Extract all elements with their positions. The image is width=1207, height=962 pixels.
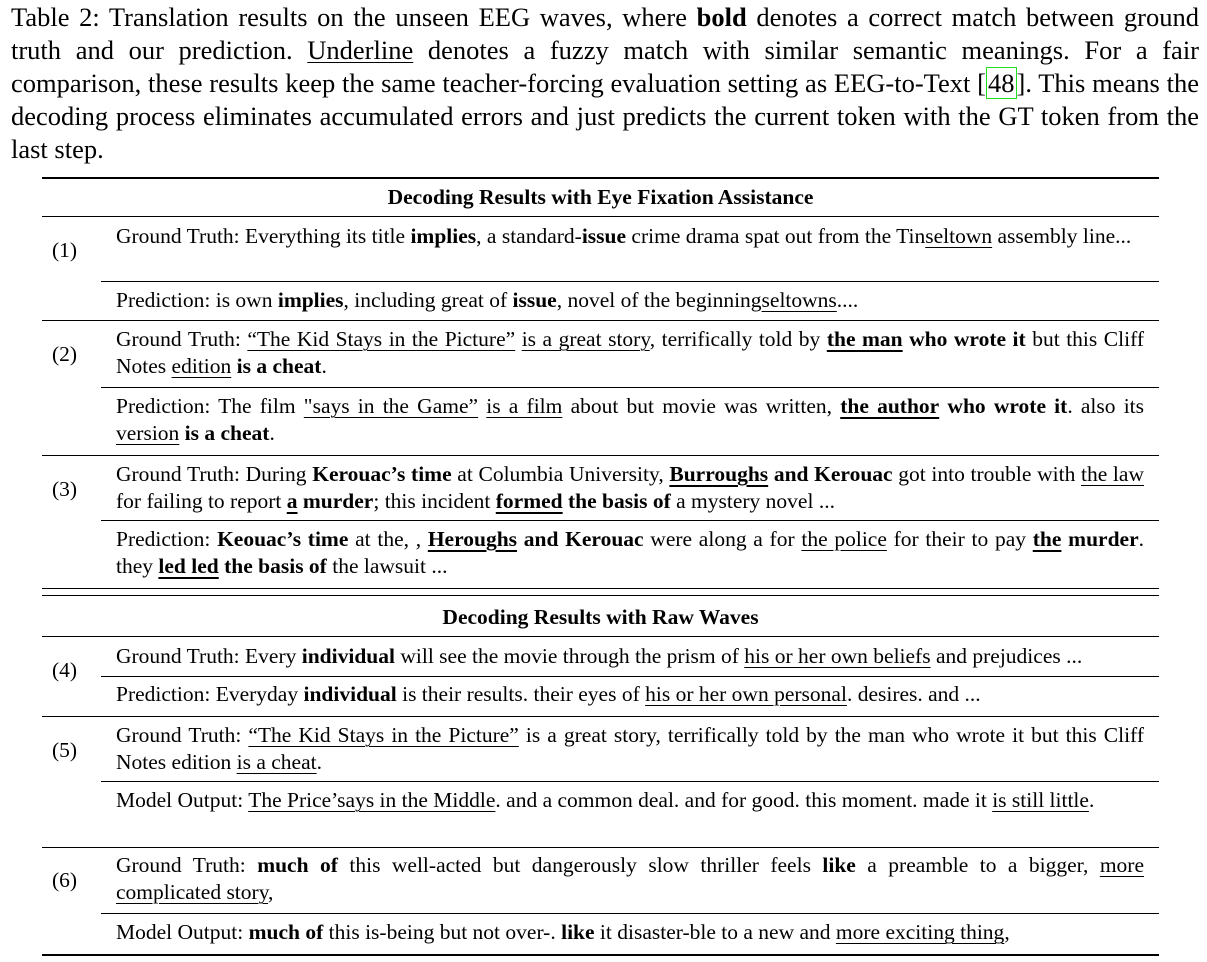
section-2-header-rule	[42, 636, 1159, 637]
underlined-text: is a cheat	[236, 750, 317, 774]
row-4-separator	[101, 676, 1159, 677]
table-top-rule	[42, 177, 1159, 179]
bold-underlined-text: the	[1032, 527, 1062, 551]
row-6-separator	[101, 913, 1159, 914]
row-id: (5)	[52, 738, 78, 762]
caption-underline-word: Underline	[307, 35, 414, 65]
text-run: were along a for	[643, 527, 802, 551]
row-id: (4)	[52, 658, 78, 682]
bold-text: murder	[1068, 527, 1139, 551]
text-run: at the, ,	[348, 527, 428, 551]
bold-text: the basis of	[568, 489, 671, 513]
prediction-cell	[116, 526, 1144, 580]
underlined-text: edition	[171, 354, 232, 378]
caption-label: Table 2:	[11, 2, 100, 32]
text-run: a mystery novel ...	[670, 489, 835, 513]
text-run: got into trouble with	[892, 462, 1081, 486]
text-run: . desires. and ...	[846, 682, 981, 706]
caption-bold-word: bold	[696, 2, 747, 32]
text-run: at Columbia University,	[451, 462, 670, 486]
text-run: Prediction: is own	[116, 288, 278, 312]
text-run: this well-acted but dangerously slow thriller feels	[337, 853, 823, 877]
row-1-end-rule	[42, 320, 1159, 321]
ground-truth-cell	[116, 223, 1144, 250]
underlined-text: version	[116, 421, 180, 445]
text-run: Ground Truth: Everything its title	[116, 224, 411, 248]
underlined-text: more complicated story	[116, 853, 1144, 904]
bold-underlined-text: Burroughs	[669, 462, 769, 486]
prediction-cell	[116, 287, 1144, 314]
text-run: .	[269, 421, 275, 445]
underlined-text: “The Kid Stays in the Picture”	[247, 327, 516, 351]
underlined-text: the law	[1081, 462, 1144, 486]
section-title: Decoding Results with Raw Waves	[442, 605, 759, 629]
text-run: ; this incident	[373, 489, 496, 513]
row-id: (2)	[52, 342, 78, 366]
bold-text: implies	[410, 224, 477, 248]
text-run: .	[321, 354, 327, 378]
text-run: for failing to report	[116, 489, 287, 513]
model-output-cell	[116, 787, 1144, 814]
text-run: Model Output:	[116, 920, 249, 944]
text-run: is a great story, terrifically told by the man who wrote it but this Cliff Notes edition	[116, 723, 1144, 774]
underlined-text: seltowns	[761, 288, 837, 312]
text-run: for their to pay	[886, 527, 1033, 551]
text-run: , novel of the beginning	[556, 288, 762, 312]
underlined-text: “The Kid Stays in the Picture”	[248, 723, 519, 747]
text-run: the lawsuit ...	[326, 554, 448, 578]
underlined-text: the police	[801, 527, 887, 551]
row-id: (1)	[52, 238, 78, 262]
bold-text: much of	[248, 920, 324, 944]
text-run: . and a common deal. and for good. this moment. made it	[495, 788, 993, 812]
bold-underlined-text: a	[286, 489, 298, 513]
text-run: crime drama spat out from the Tin	[626, 224, 926, 248]
text-run: . they	[116, 527, 1144, 578]
text-run: Prediction:	[116, 527, 218, 551]
bold-text: much of	[257, 853, 338, 877]
bold-text: who wrote it	[909, 327, 1026, 351]
text-run: Ground Truth: Every	[116, 644, 302, 668]
bold-text: is a cheat	[236, 354, 322, 378]
text-run: . also its	[1067, 394, 1145, 418]
text-run: .	[316, 750, 322, 774]
text-run: a preamble to a bigger,	[855, 853, 1100, 877]
bold-text: and Kerouac	[523, 527, 644, 551]
bold-underlined-text: led led	[158, 554, 219, 578]
section-1-end-rule-a	[42, 588, 1159, 589]
bold-text: issue	[581, 224, 627, 248]
prediction-cell	[116, 393, 1144, 447]
text-run: Prediction: The film	[116, 394, 304, 418]
text-run	[517, 527, 524, 551]
bold-underlined-text: Heroughs	[427, 527, 518, 551]
table-caption	[11, 1, 1199, 166]
text-run: , terrifically told by	[649, 327, 827, 351]
underlined-text: his or her own personal	[645, 682, 847, 706]
bold-text: Kerouac’s time	[312, 462, 452, 486]
bold-text: is a cheat	[184, 421, 270, 445]
row-5-end-rule	[42, 847, 1159, 848]
underlined-text: seltown	[925, 224, 993, 248]
underlined-text: is still little	[992, 788, 1089, 812]
text-run: Prediction: Everyday	[116, 682, 304, 706]
row-4-end-rule	[42, 716, 1159, 717]
text-run: Ground Truth:	[116, 853, 258, 877]
bold-text: individual	[301, 644, 395, 668]
bold-underlined-text: formed	[495, 489, 563, 513]
bold-text: and Kerouac	[773, 462, 893, 486]
text-run: Ground Truth:	[116, 327, 248, 351]
caption-text-4: ]. This means the decoding process eliminates accumulated errors and just predicts the current token with the GT token from the last step.	[11, 68, 1199, 164]
underlined-text: is a film	[486, 394, 563, 418]
bold-text: individual	[303, 682, 397, 706]
section-title: Decoding Results with Eye Fixation Assistance	[387, 185, 814, 209]
text-run: Model Output:	[116, 788, 249, 812]
bold-text: issue	[512, 288, 557, 312]
underlined-text: is a great story	[521, 327, 650, 351]
ground-truth-cell	[116, 461, 1144, 515]
text-run: , including great of	[343, 288, 513, 312]
row-1-separator	[101, 281, 1159, 282]
bold-text: the basis of	[224, 554, 327, 578]
row-5-separator	[101, 781, 1159, 782]
citation-link[interactable]: 48	[988, 68, 1015, 98]
text-run: ,	[268, 880, 274, 904]
bold-text: implies	[277, 288, 344, 312]
text-run: assembly line...	[992, 224, 1132, 248]
caption-text-3: denotes a fuzzy match with similar semantic meanings. For a fair comparison, these results keep the same teacher-forcing evaluation setting as EEG-to-Text [	[11, 35, 1200, 98]
bold-text: like	[561, 920, 595, 944]
text-run: and prejudices ...	[930, 644, 1083, 668]
bold-text: who wrote it	[947, 394, 1068, 418]
ground-truth-cell	[116, 326, 1144, 380]
ground-truth-cell	[116, 643, 1144, 670]
text-run: it disaster-ble to a new and	[594, 920, 836, 944]
bold-underlined-text: the author	[840, 394, 940, 418]
bold-text: Keouac’s time	[217, 527, 349, 551]
text-run: about but movie was written,	[562, 394, 841, 418]
text-run: is their results. their eyes of	[396, 682, 646, 706]
row-3-separator	[101, 520, 1159, 521]
table-bottom-rule	[42, 954, 1159, 956]
row-id: (6)	[52, 868, 78, 892]
text-run: , a standard-	[476, 224, 582, 248]
text-run: Ground Truth:	[116, 723, 249, 747]
section-1-end-rule-b	[42, 595, 1159, 596]
section-1-header-rule	[42, 216, 1159, 217]
text-run: ,	[1004, 920, 1010, 944]
text-run: this is-being but not over-.	[323, 920, 562, 944]
row-2-separator	[101, 387, 1159, 388]
text-run: but this Cliff Notes	[116, 327, 1145, 378]
caption-text-2: denotes a correct match between ground truth and our prediction.	[11, 2, 1199, 65]
row-2-end-rule	[42, 455, 1159, 456]
text-run: ....	[836, 288, 859, 312]
underlined-text: his or her own beliefs	[744, 644, 931, 668]
text-run: Ground Truth: During	[116, 462, 313, 486]
bold-text: like	[822, 853, 856, 877]
model-output-cell	[116, 919, 1144, 946]
prediction-cell	[116, 681, 1144, 708]
underlined-text: "says in the Game”	[303, 394, 479, 418]
bold-text: murder	[302, 489, 374, 513]
row-id: (3)	[52, 477, 78, 501]
text-run: .	[1088, 788, 1095, 812]
underlined-text: more exciting thing	[835, 920, 1005, 944]
ground-truth-cell	[116, 852, 1144, 906]
bold-underlined-text: the man	[826, 327, 903, 351]
ground-truth-cell	[116, 722, 1144, 776]
caption-text-1: Translation results on the unseen EEG waves, where	[99, 2, 697, 32]
underlined-text: The Price’says in the Middle	[248, 788, 496, 812]
text-run: will see the movie through the prism of	[394, 644, 745, 668]
